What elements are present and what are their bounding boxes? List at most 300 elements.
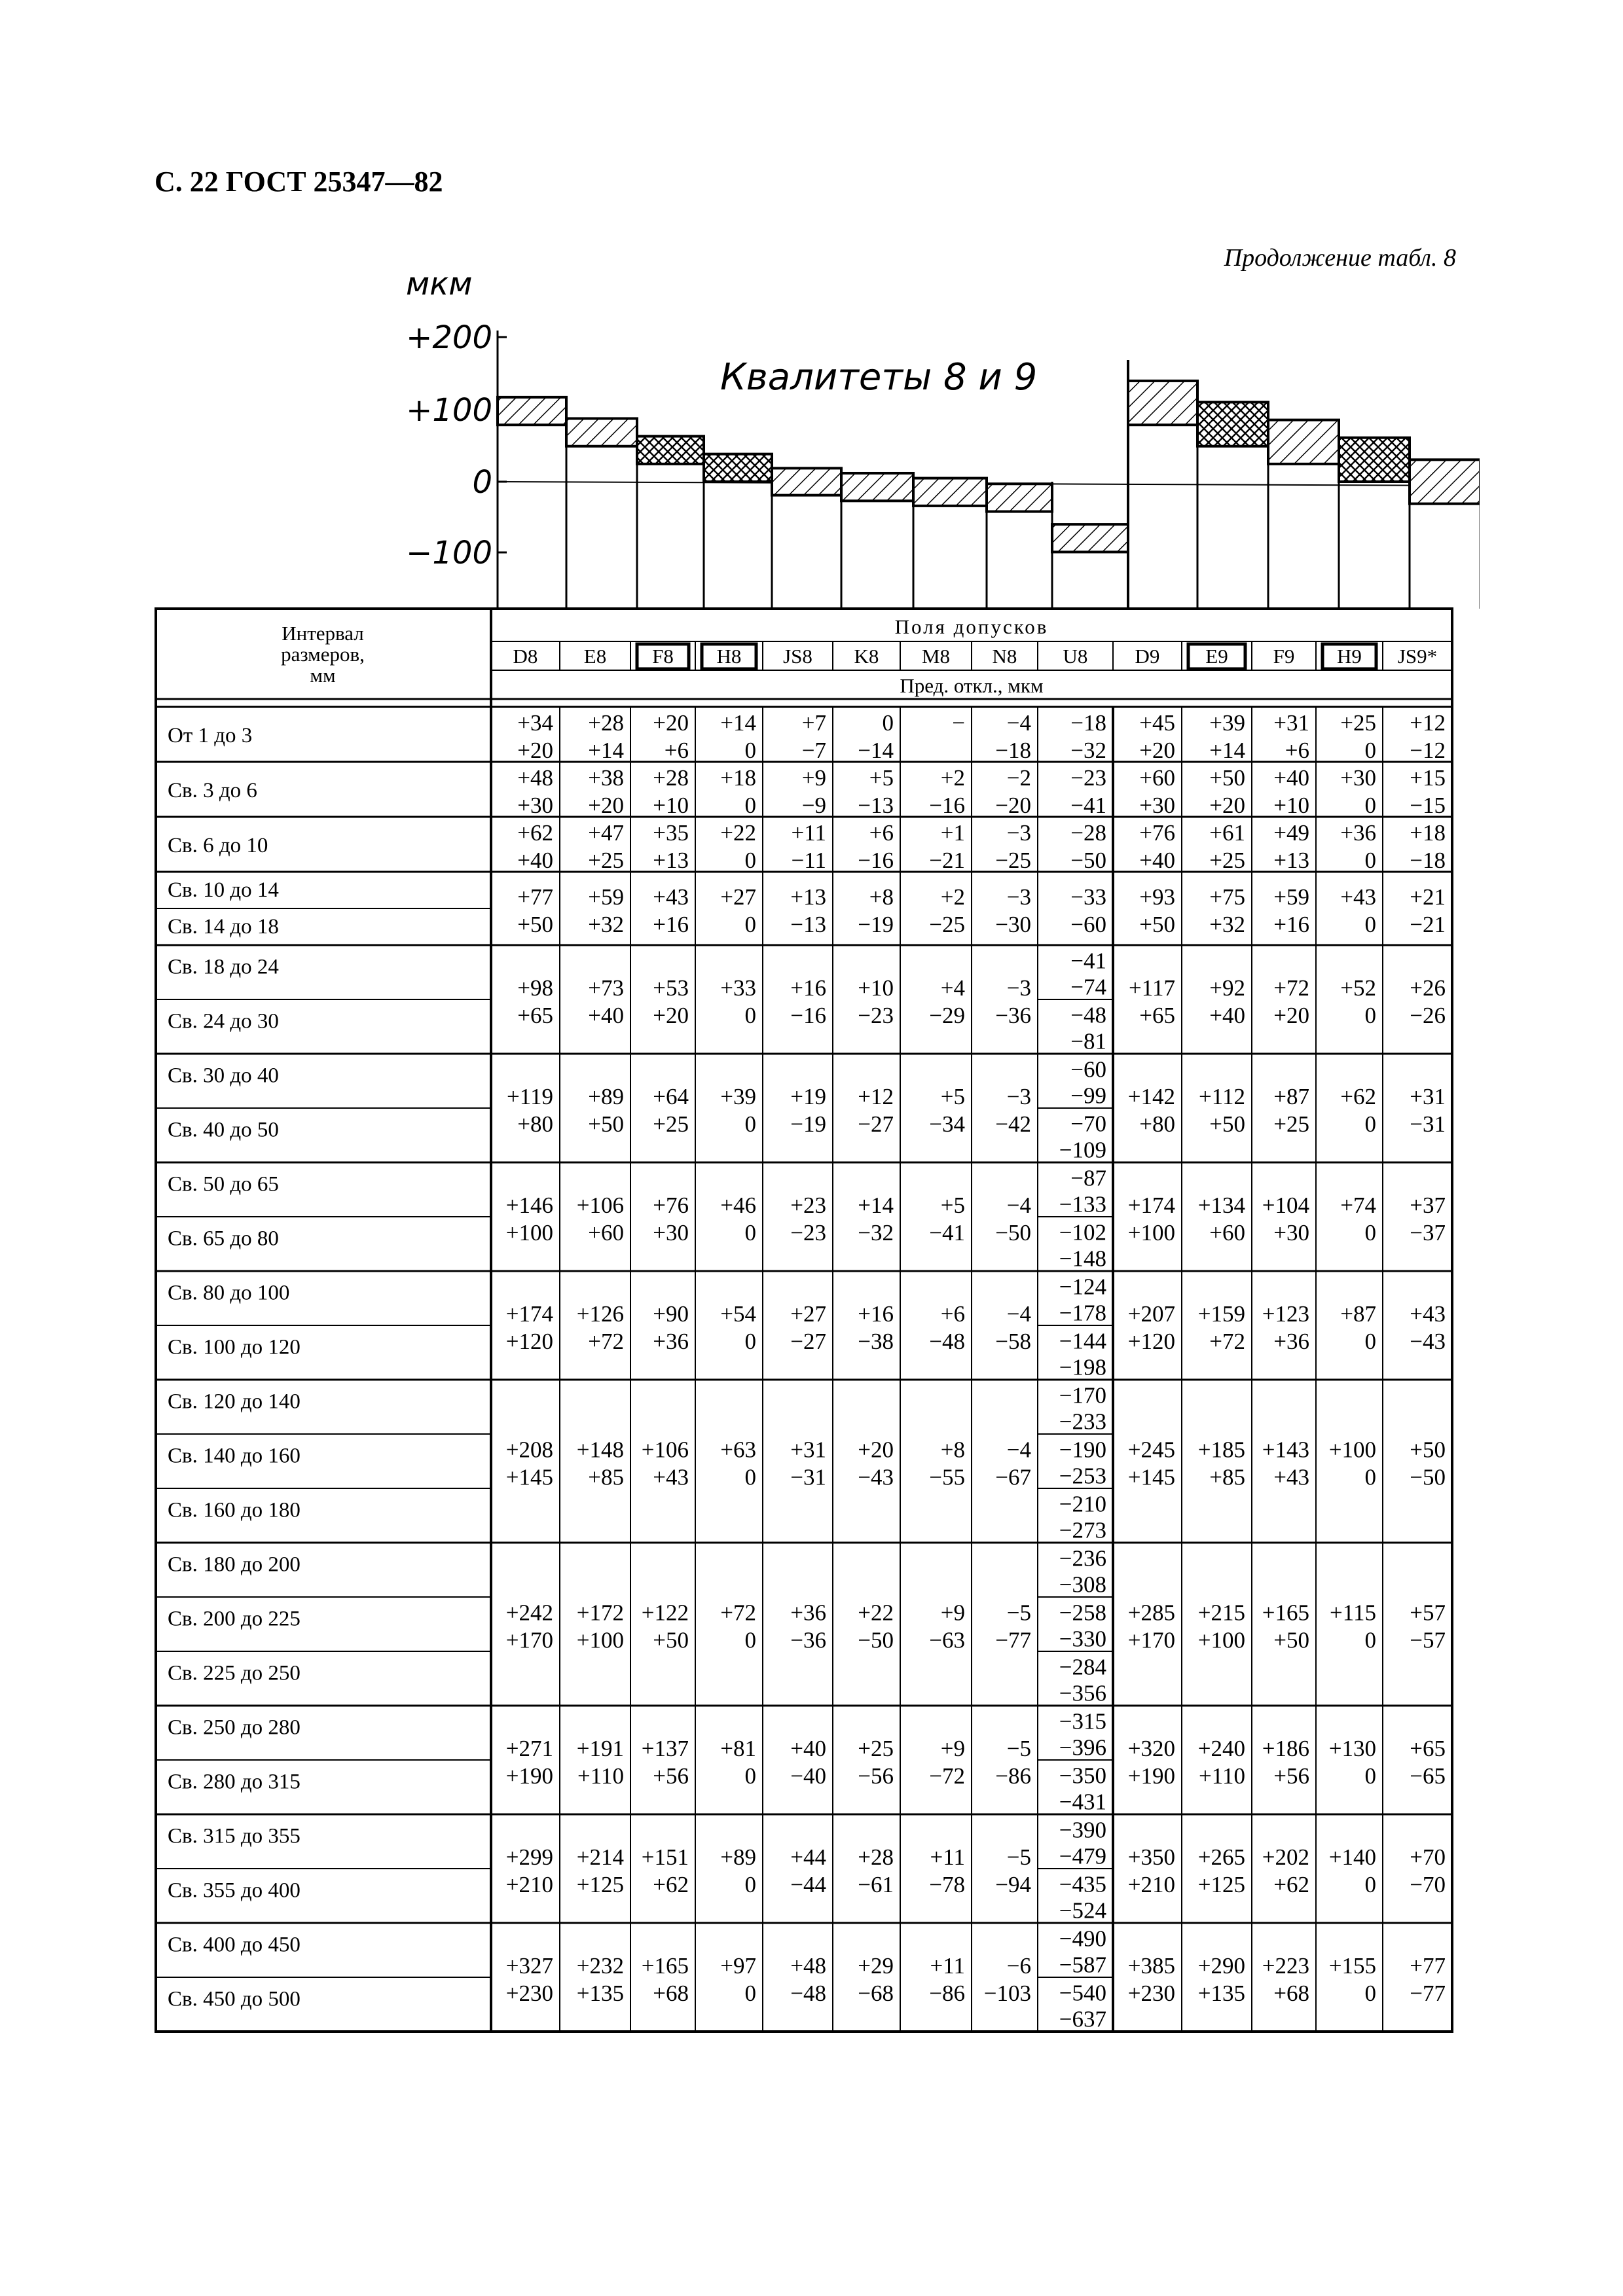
- field-bar-k8: [841, 473, 913, 501]
- upper-deviation: +12: [858, 1084, 894, 1109]
- unit-label: мкм: [406, 268, 473, 302]
- lower-deviation: −57: [1410, 1627, 1446, 1653]
- upper-deviation: +142: [1127, 1084, 1175, 1109]
- lower-deviation: −77: [995, 1627, 1031, 1653]
- lower-deviation: +30: [1139, 793, 1175, 818]
- u8-lower-deviation: −74: [1070, 974, 1106, 1000]
- lower-deviation: −31: [790, 1464, 826, 1490]
- upper-deviation: +16: [858, 1301, 894, 1327]
- u8-upper-deviation: −210: [1059, 1491, 1106, 1517]
- upper-deviation: +223: [1262, 1953, 1309, 1979]
- lower-deviation: −103: [983, 1981, 1031, 2006]
- size-interval-label: Св. 160 до 180: [168, 1498, 301, 1522]
- upper-deviation: +25: [858, 1736, 894, 1761]
- lower-deviation: 0: [1364, 1003, 1376, 1028]
- lower-deviation: −32: [1070, 738, 1106, 763]
- lower-deviation: −50: [1070, 848, 1106, 873]
- upper-deviation: +18: [1410, 820, 1446, 846]
- size-interval-label: Св. 200 до 225: [168, 1607, 301, 1631]
- upper-deviation: +52: [1340, 975, 1376, 1001]
- lower-deviation: +190: [505, 1763, 553, 1789]
- upper-deviation: 0: [882, 710, 894, 736]
- size-interval-label: Св. 315 до 355: [168, 1824, 301, 1848]
- lower-deviation: 0: [744, 738, 756, 763]
- upper-deviation: +81: [720, 1736, 756, 1761]
- upper-deviation: +285: [1127, 1600, 1175, 1626]
- upper-deviation: +74: [1340, 1193, 1376, 1218]
- lower-deviation: +56: [1273, 1763, 1309, 1789]
- field-header-e9: E9: [1205, 645, 1228, 668]
- lower-deviation: −15: [1410, 793, 1446, 818]
- u8-upper-deviation: −350: [1059, 1763, 1106, 1789]
- upper-deviation: +15: [1410, 765, 1446, 791]
- u8-lower-deviation: −81: [1070, 1028, 1106, 1054]
- lower-deviation: +40: [1139, 848, 1175, 873]
- lower-deviation: −48: [790, 1981, 826, 2006]
- lower-deviation: −29: [929, 1003, 965, 1028]
- upper-deviation: +63: [720, 1437, 756, 1463]
- y-tick-label: +200: [406, 319, 492, 356]
- u8-upper-deviation: −48: [1070, 1002, 1106, 1028]
- upper-deviation: +46: [720, 1193, 756, 1218]
- lower-deviation: −40: [790, 1763, 826, 1789]
- u8-upper-deviation: −70: [1070, 1111, 1106, 1137]
- lower-deviation: 0: [1364, 1329, 1376, 1354]
- lower-deviation: −61: [858, 1872, 894, 1897]
- upper-deviation: +73: [588, 975, 624, 1001]
- interval-header: размеров,: [281, 643, 365, 666]
- lower-deviation: +68: [653, 1981, 689, 2006]
- size-interval-label: Св. 120 до 140: [168, 1390, 301, 1414]
- upper-deviation: +119: [507, 1084, 553, 1109]
- lower-deviation: −63: [929, 1627, 965, 1653]
- upper-deviation: +77: [1410, 1953, 1446, 1979]
- size-interval-label: От 1 до 3: [168, 724, 253, 747]
- upper-deviation: +23: [790, 1193, 826, 1218]
- u8-lower-deviation: −524: [1059, 1897, 1106, 1924]
- upper-deviation: +89: [720, 1844, 756, 1870]
- upper-deviation: +385: [1127, 1953, 1175, 1979]
- lower-deviation: −21: [1410, 912, 1446, 937]
- upper-deviation: +77: [517, 884, 553, 910]
- lower-deviation: +40: [588, 1003, 624, 1028]
- lower-deviation: 0: [1364, 912, 1376, 937]
- lower-deviation: 0: [1364, 848, 1376, 873]
- upper-deviation: +72: [1273, 975, 1309, 1001]
- u8-lower-deviation: −396: [1059, 1734, 1106, 1761]
- field-header-k8: K8: [854, 645, 879, 668]
- lower-deviation: +13: [1273, 848, 1309, 873]
- lower-deviation: −12: [1410, 738, 1446, 763]
- upper-deviation: +191: [576, 1736, 624, 1761]
- interval-header: Интервал: [282, 622, 364, 645]
- field-header-m8: M8: [921, 645, 951, 668]
- upper-deviation: +106: [641, 1437, 689, 1463]
- field-bar-e9: [1197, 402, 1268, 446]
- lower-deviation: −65: [1410, 1763, 1446, 1789]
- lower-deviation: −26: [1410, 1003, 1446, 1028]
- lower-deviation: −14: [858, 738, 894, 763]
- u8-upper-deviation: −41: [1070, 948, 1106, 974]
- upper-deviation: +97: [720, 1953, 756, 1979]
- u8-lower-deviation: −587: [1059, 1952, 1106, 1978]
- upper-deviation: +11: [930, 1953, 965, 1979]
- upper-deviation: −4: [1006, 1193, 1031, 1218]
- lower-deviation: +135: [1197, 1981, 1245, 2006]
- upper-deviation: −6: [1006, 1953, 1031, 1979]
- upper-deviation: +18: [720, 765, 756, 791]
- lower-deviation: −50: [1410, 1464, 1446, 1490]
- upper-deviation: +208: [505, 1437, 553, 1463]
- lower-deviation: +43: [653, 1464, 689, 1490]
- upper-deviation: +245: [1127, 1437, 1175, 1463]
- upper-deviation: +9: [940, 1600, 965, 1626]
- lower-deviation: 0: [1364, 1111, 1376, 1137]
- lower-deviation: −20: [995, 793, 1031, 818]
- lower-deviation: +20: [517, 738, 553, 763]
- lower-deviation: −58: [995, 1329, 1031, 1354]
- lower-deviation: −13: [790, 912, 826, 937]
- size-interval-label: Св. 24 до 30: [168, 1009, 279, 1033]
- lower-deviation: −43: [1410, 1329, 1446, 1354]
- lower-deviation: −77: [1410, 1981, 1446, 2006]
- upper-deviation: +35: [653, 820, 689, 846]
- u8-lower-deviation: −253: [1059, 1463, 1106, 1489]
- upper-deviation: +126: [576, 1301, 624, 1327]
- upper-deviation: +30: [1340, 765, 1376, 791]
- upper-deviation: +22: [720, 820, 756, 846]
- upper-deviation: +39: [720, 1084, 756, 1109]
- upper-deviation: +112: [1199, 1084, 1245, 1109]
- lower-deviation: 0: [1364, 1220, 1376, 1246]
- lower-deviation: +230: [505, 1981, 553, 2006]
- lower-deviation: −50: [858, 1627, 894, 1653]
- upper-deviation: +14: [720, 710, 756, 736]
- upper-deviation: +174: [505, 1301, 553, 1327]
- lower-deviation: 0: [744, 1627, 756, 1653]
- lower-deviation: −16: [929, 793, 965, 818]
- field-bar-d9: [1128, 381, 1197, 425]
- upper-deviation: +50: [1209, 765, 1245, 791]
- u8-lower-deviation: −308: [1059, 1571, 1106, 1598]
- lower-deviation: 0: [1364, 793, 1376, 818]
- lower-deviation: +190: [1127, 1763, 1175, 1789]
- upper-deviation: +10: [858, 975, 894, 1001]
- field-header-f8: F8: [652, 645, 674, 668]
- lower-deviation: −30: [995, 912, 1031, 937]
- lower-deviation: −25: [929, 912, 965, 937]
- upper-deviation: +100: [1328, 1437, 1376, 1463]
- size-interval-label: Св. 50 до 65: [168, 1172, 279, 1196]
- u8-lower-deviation: −637: [1059, 2006, 1106, 2032]
- upper-deviation: +8: [869, 884, 894, 910]
- upper-deviation: +12: [1410, 710, 1446, 736]
- field-header-u8: U8: [1063, 645, 1088, 668]
- upper-deviation: −5: [1006, 1844, 1031, 1870]
- field-bar-u8: [1052, 524, 1128, 552]
- upper-deviation: −2: [1006, 765, 1031, 791]
- upper-deviation: +40: [790, 1736, 826, 1761]
- lower-deviation: +230: [1127, 1981, 1175, 2006]
- size-interval-label: Св. 180 до 200: [168, 1552, 301, 1577]
- lower-deviation: +50: [1209, 1111, 1245, 1137]
- upper-deviation: +137: [641, 1736, 689, 1761]
- upper-deviation: +172: [576, 1600, 624, 1626]
- size-interval-label: Св. 3 до 6: [168, 779, 257, 802]
- upper-deviation: +265: [1197, 1844, 1245, 1870]
- lower-deviation: −9: [801, 793, 826, 818]
- lower-deviation: +145: [1127, 1464, 1175, 1490]
- upper-deviation: +11: [930, 1844, 965, 1870]
- lower-deviation: +10: [1273, 793, 1309, 818]
- lower-deviation: +6: [1285, 738, 1309, 763]
- upper-deviation: +242: [505, 1600, 553, 1626]
- upper-deviation: +54: [720, 1301, 756, 1327]
- u8-lower-deviation: −178: [1059, 1300, 1106, 1326]
- upper-deviation: +140: [1328, 1844, 1376, 1870]
- lower-deviation: −42: [995, 1111, 1031, 1137]
- upper-deviation: +22: [858, 1600, 894, 1626]
- upper-deviation: +38: [588, 765, 624, 791]
- lower-deviation: +50: [1139, 912, 1175, 937]
- upper-deviation: +174: [1127, 1193, 1175, 1218]
- upper-deviation: +19: [790, 1084, 826, 1109]
- lower-deviation: +80: [517, 1111, 553, 1137]
- upper-deviation: +62: [1340, 1084, 1376, 1109]
- lower-deviation: −43: [858, 1464, 894, 1490]
- upper-deviation: +43: [1340, 884, 1376, 910]
- upper-deviation: +20: [858, 1437, 894, 1463]
- upper-deviation: +31: [790, 1437, 826, 1463]
- lower-deviation: +125: [576, 1872, 624, 1897]
- lower-deviation: −67: [995, 1464, 1031, 1490]
- field-bar-js9: [1410, 459, 1480, 503]
- u8-upper-deviation: −315: [1059, 1708, 1106, 1734]
- upper-deviation: +2: [940, 884, 965, 910]
- lower-deviation: −19: [858, 912, 894, 937]
- interval-header: мм: [310, 664, 336, 687]
- upper-deviation: +290: [1197, 1953, 1245, 1979]
- upper-deviation: −3: [1006, 1084, 1031, 1109]
- lower-deviation: +170: [1127, 1627, 1175, 1653]
- upper-deviation: +185: [1197, 1437, 1245, 1463]
- lower-deviation: −32: [858, 1220, 894, 1246]
- upper-deviation: +43: [653, 884, 689, 910]
- field-bar-m8: [913, 478, 987, 506]
- u8-upper-deviation: −390: [1059, 1817, 1106, 1843]
- lower-deviation: −70: [1410, 1872, 1446, 1897]
- upper-deviation: +151: [641, 1844, 689, 1870]
- upper-deviation: +53: [653, 975, 689, 1001]
- upper-deviation: +5: [869, 765, 894, 791]
- field-bar-n8: [987, 484, 1052, 511]
- upper-deviation: +87: [1273, 1084, 1309, 1109]
- lower-deviation: +20: [1273, 1003, 1309, 1028]
- lower-deviation: +125: [1197, 1872, 1245, 1897]
- u8-upper-deviation: −190: [1059, 1437, 1106, 1463]
- lower-deviation: +20: [588, 793, 624, 818]
- size-interval-label: Св. 140 до 160: [168, 1444, 301, 1468]
- lower-deviation: +60: [588, 1220, 624, 1246]
- lower-deviation: −78: [929, 1872, 965, 1897]
- field-header-f9: F9: [1273, 645, 1295, 668]
- tolerance-table: [155, 607, 1477, 2047]
- upper-deviation: +146: [505, 1193, 553, 1218]
- lower-deviation: 0: [744, 1111, 756, 1137]
- upper-deviation: +104: [1262, 1193, 1309, 1218]
- lower-deviation: 0: [744, 1872, 756, 1897]
- lower-deviation: −34: [929, 1111, 965, 1137]
- lower-deviation: 0: [1364, 1763, 1376, 1789]
- lower-deviation: +30: [653, 1220, 689, 1246]
- u8-lower-deviation: −198: [1059, 1354, 1106, 1380]
- upper-deviation: +232: [576, 1953, 624, 1979]
- lower-deviation: −44: [790, 1872, 826, 1897]
- upper-deviation: −4: [1006, 710, 1031, 736]
- upper-deviation: +21: [1410, 884, 1446, 910]
- size-interval-label: Св. 80 до 100: [168, 1281, 290, 1305]
- lower-deviation: −55: [929, 1464, 965, 1490]
- lower-deviation: +65: [1139, 1003, 1175, 1028]
- diagram-title: Квалитеты 8 и 9: [720, 356, 1038, 399]
- lower-deviation: +40: [1209, 1003, 1245, 1028]
- lower-deviation: +110: [1199, 1763, 1245, 1789]
- lower-deviation: 0: [744, 848, 756, 873]
- lower-deviation: +32: [1209, 912, 1245, 937]
- lower-deviation: −16: [858, 848, 894, 873]
- upper-deviation: +28: [858, 1844, 894, 1870]
- upper-deviation: +59: [588, 884, 624, 910]
- lower-deviation: −16: [790, 1003, 826, 1028]
- lower-deviation: +65: [517, 1003, 553, 1028]
- lower-deviation: −36: [790, 1627, 826, 1653]
- upper-deviation: −4: [1006, 1301, 1031, 1327]
- upper-deviation: +2: [940, 765, 965, 791]
- upper-deviation: +76: [1139, 820, 1175, 846]
- upper-deviation: +62: [517, 820, 553, 846]
- upper-deviation: +9: [940, 1736, 965, 1761]
- size-interval-label: Св. 100 до 120: [168, 1335, 301, 1359]
- upper-deviation: +89: [588, 1084, 624, 1109]
- upper-deviation: +134: [1197, 1193, 1245, 1218]
- lower-deviation: 0: [1364, 1627, 1376, 1653]
- u8-upper-deviation: −490: [1059, 1926, 1106, 1952]
- u8-lower-deviation: −233: [1059, 1408, 1106, 1435]
- lower-deviation: −19: [790, 1111, 826, 1137]
- upper-deviation: +28: [588, 710, 624, 736]
- lower-deviation: +20: [1209, 793, 1245, 818]
- upper-deviation: −33: [1070, 884, 1106, 910]
- upper-deviation: +320: [1127, 1736, 1175, 1761]
- lower-deviation: +62: [1273, 1872, 1309, 1897]
- u8-lower-deviation: −148: [1059, 1246, 1106, 1272]
- lower-deviation: +40: [517, 848, 553, 873]
- upper-deviation: −5: [1006, 1600, 1031, 1626]
- lower-deviation: +20: [1139, 738, 1175, 763]
- upper-deviation: +148: [576, 1437, 624, 1463]
- size-interval-label: Св. 225 до 250: [168, 1661, 301, 1685]
- upper-deviation: +28: [653, 765, 689, 791]
- lower-deviation: 0: [744, 1329, 756, 1354]
- lower-deviation: +10: [653, 793, 689, 818]
- u8-upper-deviation: −144: [1059, 1328, 1106, 1354]
- upper-deviation: +123: [1262, 1301, 1309, 1327]
- field-header-n8: N8: [992, 645, 1017, 668]
- lower-deviation: 0: [1364, 738, 1376, 763]
- upper-deviation: +87: [1340, 1301, 1376, 1327]
- size-interval-label: Св. 40 до 50: [168, 1118, 279, 1142]
- upper-deviation: +13: [790, 884, 826, 910]
- upper-deviation: +130: [1328, 1736, 1376, 1761]
- lower-deviation: +68: [1273, 1981, 1309, 2006]
- field-header-d9: D9: [1135, 645, 1160, 668]
- lower-deviation: −11: [791, 848, 826, 873]
- page-header: С. 22 ГОСТ 25347—82: [155, 166, 443, 198]
- upper-deviation: +34: [517, 710, 553, 736]
- upper-deviation: +72: [720, 1600, 756, 1626]
- lower-deviation: +145: [505, 1464, 553, 1490]
- upper-deviation: +33: [720, 975, 756, 1001]
- field-header-h8: H8: [716, 645, 742, 668]
- upper-deviation: +49: [1273, 820, 1309, 846]
- lower-deviation: −38: [858, 1329, 894, 1354]
- upper-deviation: +43: [1410, 1301, 1446, 1327]
- lower-deviation: +210: [1127, 1872, 1175, 1897]
- lower-deviation: +170: [505, 1627, 553, 1653]
- upper-deviation: +155: [1328, 1953, 1376, 1979]
- lower-deviation: +120: [1127, 1329, 1175, 1354]
- lower-deviation: −37: [1410, 1220, 1446, 1246]
- lower-deviation: +85: [1209, 1464, 1245, 1490]
- lower-deviation: +30: [1273, 1220, 1309, 1246]
- upper-deviation: +90: [653, 1301, 689, 1327]
- lower-deviation: +32: [588, 912, 624, 937]
- upper-deviation: +240: [1197, 1736, 1245, 1761]
- upper-deviation: +115: [1330, 1600, 1376, 1626]
- upper-deviation: +92: [1209, 975, 1245, 1001]
- lower-deviation: −7: [801, 738, 826, 763]
- upper-deviation: +98: [517, 975, 553, 1001]
- lower-deviation: +62: [653, 1872, 689, 1897]
- lower-deviation: +25: [653, 1111, 689, 1137]
- lower-deviation: −13: [858, 793, 894, 818]
- upper-deviation: +61: [1209, 820, 1245, 846]
- field-header-js8: JS8: [783, 645, 812, 668]
- size-interval-label: Св. 18 до 24: [168, 955, 279, 979]
- group-header: Поля допусков: [894, 615, 1049, 638]
- size-interval-label: Св. 280 до 315: [168, 1770, 301, 1794]
- lower-deviation: +80: [1139, 1111, 1175, 1137]
- u8-lower-deviation: −133: [1059, 1191, 1106, 1217]
- lower-deviation: +135: [576, 1981, 624, 2006]
- lower-deviation: −21: [929, 848, 965, 873]
- upper-deviation: +8: [940, 1437, 965, 1463]
- lower-deviation: −18: [1410, 848, 1446, 873]
- lower-deviation: +16: [653, 912, 689, 937]
- lower-deviation: −23: [790, 1220, 826, 1246]
- upper-deviation: +31: [1410, 1084, 1446, 1109]
- upper-deviation: +299: [505, 1844, 553, 1870]
- u8-lower-deviation: −99: [1070, 1083, 1106, 1109]
- upper-deviation: +70: [1410, 1844, 1446, 1870]
- upper-deviation: +5: [940, 1084, 965, 1109]
- upper-deviation: +26: [1410, 975, 1446, 1001]
- lower-deviation: +50: [653, 1627, 689, 1653]
- size-interval-label: Св. 6 до 10: [168, 834, 268, 857]
- size-interval-label: Св. 355 до 400: [168, 1878, 301, 1903]
- lower-deviation: −31: [1410, 1111, 1446, 1137]
- u8-lower-deviation: −356: [1059, 1680, 1106, 1706]
